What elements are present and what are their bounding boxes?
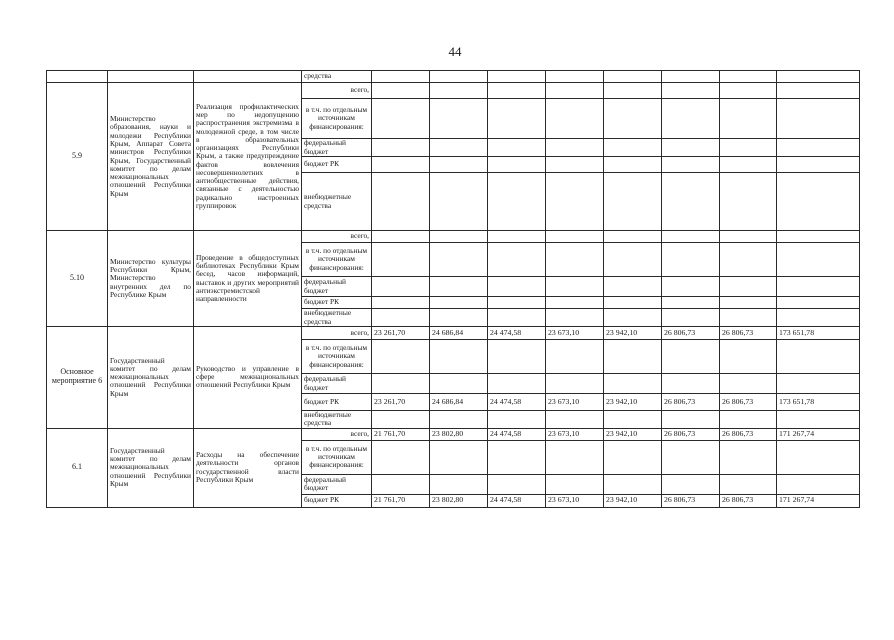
table-row [47,327,860,340]
year-value-cell: 24 474,58 [488,327,546,340]
funding-source-cell: федеральный бюджет [302,374,372,394]
funding-source-cell: бюджет РК [302,394,372,411]
year-value-cell [372,243,430,277]
total-value-cell: 171 267,74 [777,428,860,440]
total-value-cell [777,309,860,327]
empty-cell [662,71,720,83]
funding-source-cell: внебюджетные средства [302,411,372,429]
year-value-cell [720,411,777,429]
year-value-cell [546,83,604,99]
year-value-cell [720,440,777,474]
funding-source-cell: внебюджетные средства [302,173,372,231]
year-value-cell [604,139,662,157]
item-number: 5.10 [47,231,108,327]
year-value-cell [546,309,604,327]
activity-description: Расходы на обеспечение деятельности органов государственной власти Республики Крым [194,428,302,507]
year-value-cell: 23 942,10 [604,494,662,507]
empty-cell [47,71,108,83]
funding-source-cell: в т.ч. по отдельным источникам финансирования: [302,340,372,374]
total-value-cell: 171 267,74 [777,494,860,507]
year-value-cell [546,277,604,297]
year-value-cell [372,440,430,474]
year-value-cell [488,474,546,494]
year-value-cell [720,83,777,99]
year-value-cell [488,83,546,99]
year-value-cell [662,340,720,374]
year-value-cell [604,83,662,99]
year-value-cell [430,309,488,327]
activity-description: Руководство и управление в сфере межнациональных отношений Республики Крым [194,327,302,429]
funding-source-cell: в т.ч. по отдельным источникам финансирования: [302,440,372,474]
funding-source-cell: всего, [302,231,372,243]
funding-source-cell: в т.ч. по отдельным источникам финансирования: [302,99,372,139]
year-value-cell [430,139,488,157]
year-value-cell [546,297,604,309]
year-value-cell [372,340,430,374]
year-value-cell: 23 673,10 [546,428,604,440]
year-value-cell [662,139,720,157]
table-row [47,231,860,243]
funding-source-cell: бюджет РК [302,297,372,309]
year-value-cell: 26 806,73 [720,327,777,340]
year-value-cell: 26 806,73 [662,394,720,411]
year-value-cell [430,231,488,243]
year-value-cell [430,99,488,139]
year-value-cell [546,231,604,243]
year-value-cell [430,440,488,474]
year-value-cell: 21 761,70 [372,494,430,507]
year-value-cell [662,474,720,494]
year-value-cell [604,99,662,139]
year-value-cell [430,340,488,374]
year-value-cell [372,139,430,157]
responsible-organization: Государственный комитет по делам межнациональных отношений Республики Крым [108,327,194,429]
year-value-cell: 26 806,73 [662,327,720,340]
year-value-cell [604,157,662,173]
year-value-cell [720,297,777,309]
item-number: 5.9 [47,83,108,231]
year-value-cell [372,411,430,429]
year-value-cell [720,277,777,297]
item-number: 6.1 [47,428,108,507]
total-value-cell [777,340,860,374]
year-value-cell [604,340,662,374]
total-value-cell [777,139,860,157]
funding-source-cell: федеральный бюджет [302,139,372,157]
total-value-cell [777,173,860,231]
year-value-cell [662,277,720,297]
year-value-cell [604,374,662,394]
year-value-cell [372,83,430,99]
table-row [47,83,860,99]
year-value-cell [604,309,662,327]
year-value-cell [372,297,430,309]
year-value-cell [546,99,604,139]
total-value-cell: 173 651,78 [777,327,860,340]
table-row [47,71,860,83]
funding-source-cell: средства [302,71,372,83]
year-value-cell [488,231,546,243]
empty-cell [604,71,662,83]
year-value-cell [372,173,430,231]
total-value-cell [777,83,860,99]
page-number: 44 [448,44,462,59]
year-value-cell [488,243,546,277]
year-value-cell [604,243,662,277]
year-value-cell: 24 474,58 [488,494,546,507]
funding-source-cell: федеральный бюджет [302,474,372,494]
activity-description: Проведение в общедоступных библиотеках Республики Крым бесед, часов информаций, выставок и других мероприятий антиэкстремистской направленности [194,231,302,327]
year-value-cell: 23 261,70 [372,394,430,411]
year-value-cell: 23 802,80 [430,494,488,507]
year-value-cell: 23 261,70 [372,327,430,340]
year-value-cell: 26 806,73 [720,394,777,411]
year-value-cell [430,243,488,277]
year-value-cell [662,440,720,474]
total-value-cell: 173 651,78 [777,394,860,411]
year-value-cell [604,474,662,494]
year-value-cell [372,99,430,139]
year-value-cell [604,297,662,309]
year-value-cell [604,173,662,231]
year-value-cell [662,309,720,327]
funding-source-cell: бюджет РК [302,157,372,173]
year-value-cell [488,157,546,173]
total-value-cell [777,411,860,429]
year-value-cell [662,243,720,277]
year-value-cell [604,411,662,429]
year-value-cell [662,374,720,394]
year-value-cell [546,157,604,173]
year-value-cell [488,374,546,394]
year-value-cell [604,231,662,243]
year-value-cell [662,99,720,139]
year-value-cell: 26 806,73 [662,428,720,440]
total-value-cell [777,231,860,243]
year-value-cell [430,297,488,309]
total-value-cell [777,474,860,494]
year-value-cell [546,173,604,231]
total-value-cell [777,440,860,474]
year-value-cell [604,440,662,474]
year-value-cell [372,157,430,173]
year-value-cell [372,309,430,327]
total-value-cell [777,99,860,139]
responsible-organization: Министерство образования, науки и молодежи Республики Крым, Аппарат Совета министров Республики Крым, Государственный комитет по делам межнациональных отношений Республики Крым [108,83,194,231]
year-value-cell: 23 942,10 [604,394,662,411]
responsible-organization: Министерство культуры Республики Крым, Министерство внутренних дел по Республике Крым [108,231,194,327]
year-value-cell [720,474,777,494]
year-value-cell [662,297,720,309]
year-value-cell [720,309,777,327]
year-value-cell [546,374,604,394]
year-value-cell: 23 673,10 [546,394,604,411]
year-value-cell: 23 942,10 [604,327,662,340]
year-value-cell [720,340,777,374]
year-value-cell: 24 686,84 [430,327,488,340]
year-value-cell [488,297,546,309]
year-value-cell [430,157,488,173]
year-value-cell [720,99,777,139]
year-value-cell [488,440,546,474]
year-value-cell [372,374,430,394]
total-value-cell [777,157,860,173]
year-value-cell [720,231,777,243]
year-value-cell: 23 673,10 [546,494,604,507]
year-value-cell [430,277,488,297]
year-value-cell [430,173,488,231]
year-value-cell [662,231,720,243]
year-value-cell: 26 806,73 [720,494,777,507]
total-value-cell [777,297,860,309]
year-value-cell [430,474,488,494]
year-value-cell: 24 686,84 [430,394,488,411]
year-value-cell [430,83,488,99]
year-value-cell [720,157,777,173]
year-value-cell [546,411,604,429]
year-value-cell: 24 474,58 [488,428,546,440]
year-value-cell [430,411,488,429]
item-number: Основное мероприятие 6 [47,327,108,429]
empty-cell [488,71,546,83]
funding-source-cell: бюджет РК [302,494,372,507]
empty-cell [108,71,194,83]
empty-cell [720,71,777,83]
year-value-cell [488,309,546,327]
year-value-cell: 26 806,73 [720,428,777,440]
year-value-cell [720,374,777,394]
budget-table [46,70,860,508]
year-value-cell [546,440,604,474]
year-value-cell: 23 942,10 [604,428,662,440]
total-value-cell [777,277,860,297]
total-value-cell [777,243,860,277]
funding-source-cell: всего, [302,327,372,340]
funding-source-cell: в т.ч. по отдельным источникам финансирования: [302,243,372,277]
funding-source-cell: федеральный бюджет [302,277,372,297]
year-value-cell [546,139,604,157]
empty-cell [430,71,488,83]
year-value-cell [662,83,720,99]
year-value-cell [372,231,430,243]
year-value-cell [372,277,430,297]
year-value-cell: 23 802,80 [430,428,488,440]
funding-source-cell: внебюджетные средства [302,309,372,327]
year-value-cell [372,474,430,494]
year-value-cell [662,173,720,231]
funding-source-cell: всего, [302,83,372,99]
empty-cell [777,71,860,83]
year-value-cell [662,157,720,173]
table-row [47,428,860,440]
year-value-cell [720,243,777,277]
year-value-cell [488,411,546,429]
year-value-cell [430,374,488,394]
activity-description: Реализация профилактических мер по недопущению распространения экстремизма в молодежной среде, в том числе в образовательных организациях Республики Крым, а также предупреждение фактов вовлечения несовершеннолетних в антиобщественные действия, связанные с деятельностью радикально настроенных группировок [194,83,302,231]
year-value-cell [546,243,604,277]
year-value-cell [488,173,546,231]
year-value-cell: 21 761,70 [372,428,430,440]
funding-source-cell: всего, [302,428,372,440]
responsible-organization: Государственный комитет по делам межнациональных отношений Республики Крым [108,428,194,507]
year-value-cell [662,411,720,429]
year-value-cell [546,474,604,494]
empty-cell [372,71,430,83]
year-value-cell: 24 474,58 [488,394,546,411]
year-value-cell [720,139,777,157]
empty-cell [546,71,604,83]
year-value-cell [604,277,662,297]
year-value-cell [720,173,777,231]
year-value-cell [488,277,546,297]
year-value-cell: 23 673,10 [546,327,604,340]
year-value-cell [488,139,546,157]
year-value-cell: 26 806,73 [662,494,720,507]
year-value-cell [488,99,546,139]
year-value-cell [488,340,546,374]
empty-cell [194,71,302,83]
total-value-cell [777,374,860,394]
year-value-cell [546,340,604,374]
